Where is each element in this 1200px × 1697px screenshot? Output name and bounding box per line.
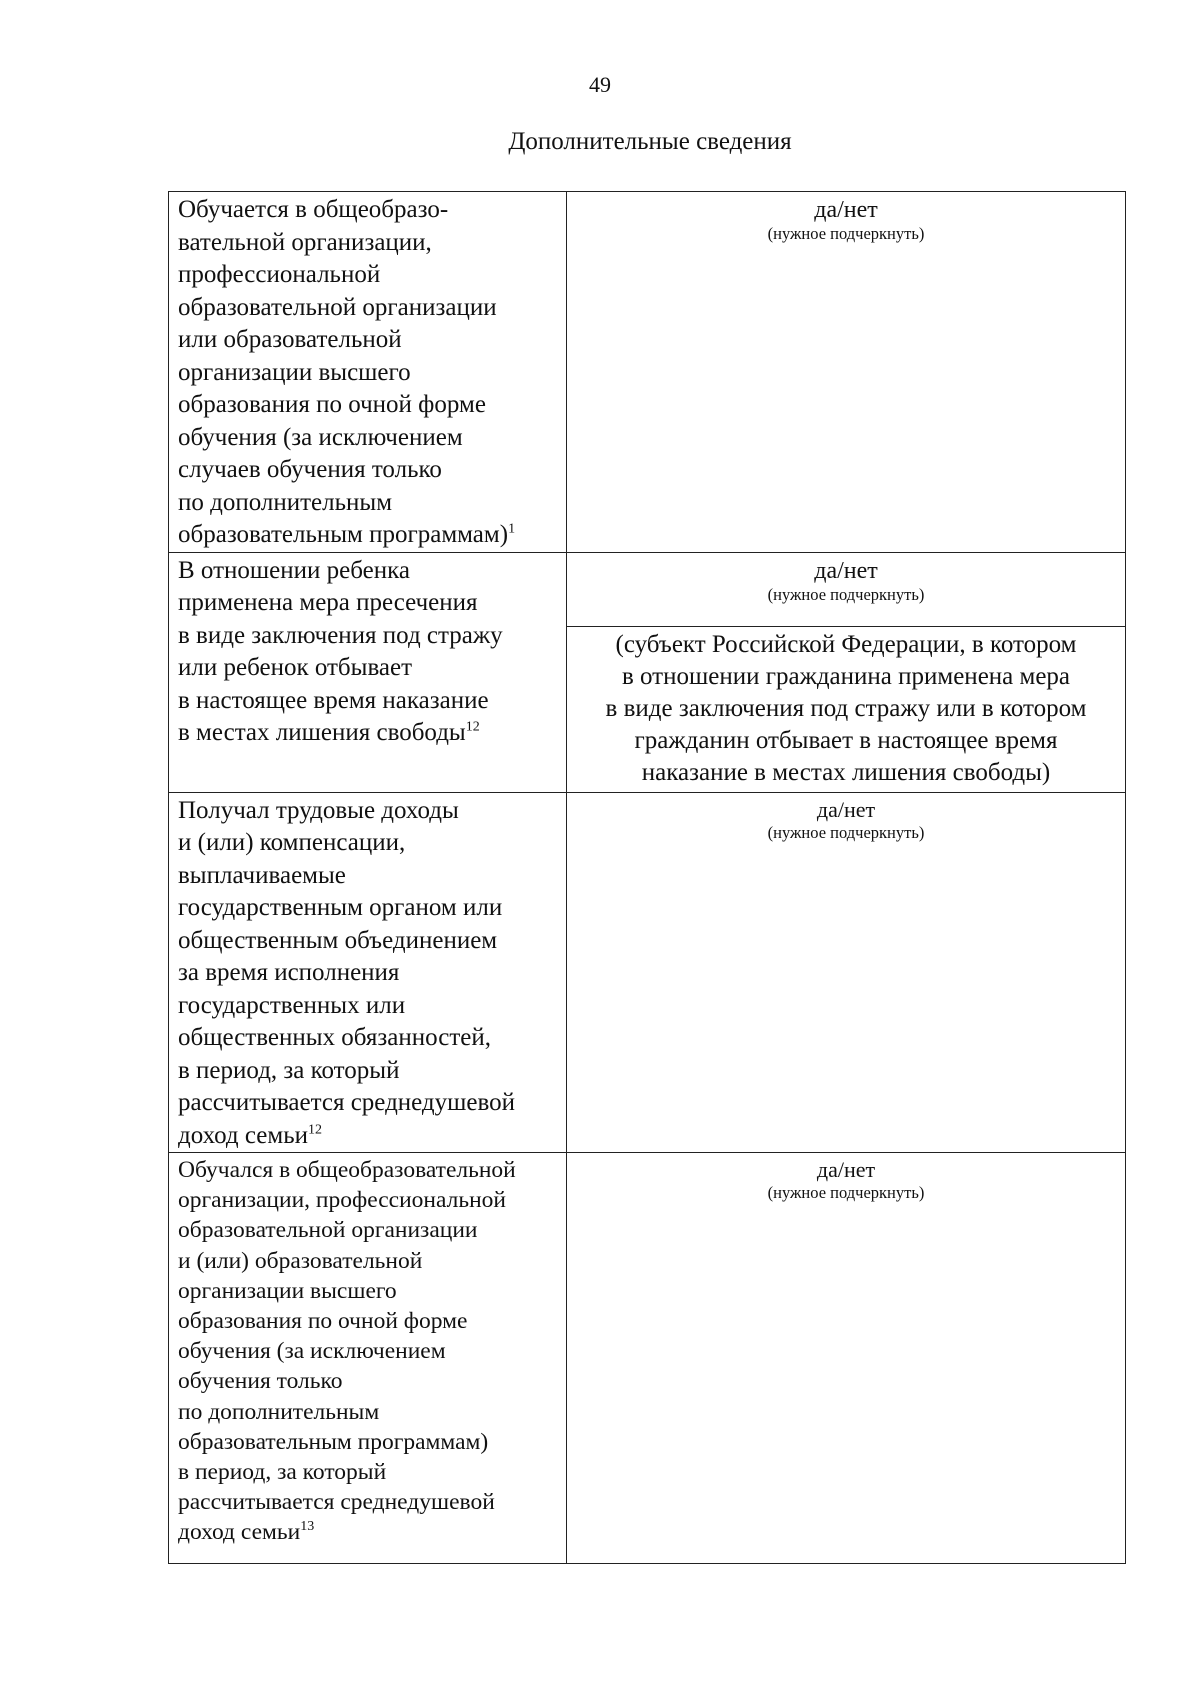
page-title: Дополнительные сведения — [508, 128, 792, 155]
answer-cell[interactable] — [567, 1153, 1126, 1564]
answer-cell[interactable] — [567, 192, 1126, 553]
answer-cell[interactable] — [567, 792, 1126, 1153]
yes-no-option[interactable]: да/нет — [814, 197, 878, 223]
region-note: (субъект Российской Федерации, в котором в отношении гражданина применена мера в виде заключения под стражу или в котором гражданин отбывает в настоящее время наказание в местах лишения свободы) — [567, 626, 1125, 789]
question-label: Получал трудовые доходы и (или) компенсации, выплачиваемые государственным органом или общественным объединением за время исполнения государственных или общественных обязанностей, в период, за который рассчитывается среднедушевой доход семьи — [178, 796, 516, 1149]
answer-top-section — [567, 553, 1125, 626]
underline-hint: (нужное подчеркнуть) — [767, 822, 925, 842]
question-text — [169, 1153, 566, 1548]
page-number: 49 — [589, 72, 611, 97]
question-text — [169, 793, 566, 1153]
yes-no-option[interactable]: да/нет — [816, 796, 876, 822]
footnote-mark: 1 — [508, 521, 516, 537]
question-cell — [169, 1153, 567, 1564]
question-text — [169, 553, 566, 750]
question-cell — [169, 792, 567, 1153]
table-row — [169, 192, 1126, 553]
question-text — [169, 192, 566, 552]
table-row — [169, 1153, 1126, 1564]
underline-hint: (нужное подчеркнуть) — [767, 224, 925, 243]
question-cell — [169, 192, 567, 553]
question-label: Обучался в общеобразовательной организации, профессиональной образовательной организации и (или) образовательной организации высшего образования по очной форме обучения (за исключением обучения только по дополнительным образовательным программам) в период, за который рассчитывается среднедушевой доход семьи — [178, 1157, 516, 1546]
footnote-mark: 12 — [308, 1122, 322, 1138]
yes-no-option[interactable]: да/нет — [814, 557, 878, 584]
footnote-mark: 13 — [300, 1519, 315, 1535]
underline-hint: (нужное подчеркнуть) — [767, 1183, 925, 1202]
additional-info-table — [168, 191, 1126, 1564]
table-row — [169, 792, 1126, 1153]
question-label: Обучается в общеобразо- вательной организации, профессиональной образовательной организации или образовательной организации высшего образования по очной форме обучения (за исключением случаев обучения только по дополнительным образовательным программам) — [178, 196, 509, 548]
question-cell — [169, 552, 567, 792]
underline-hint: (нужное подчеркнуть) — [767, 584, 925, 604]
footnote-mark: 12 — [465, 719, 480, 735]
table-row — [169, 552, 1126, 792]
yes-no-option[interactable]: да/нет — [816, 1157, 876, 1182]
question-label: В отношении ребенка применена мера пресечения в виде заключения под стражу или ребенок отбывает в настоящее время наказание в местах лишения свободы — [178, 556, 503, 746]
answer-cell[interactable] — [567, 552, 1126, 792]
